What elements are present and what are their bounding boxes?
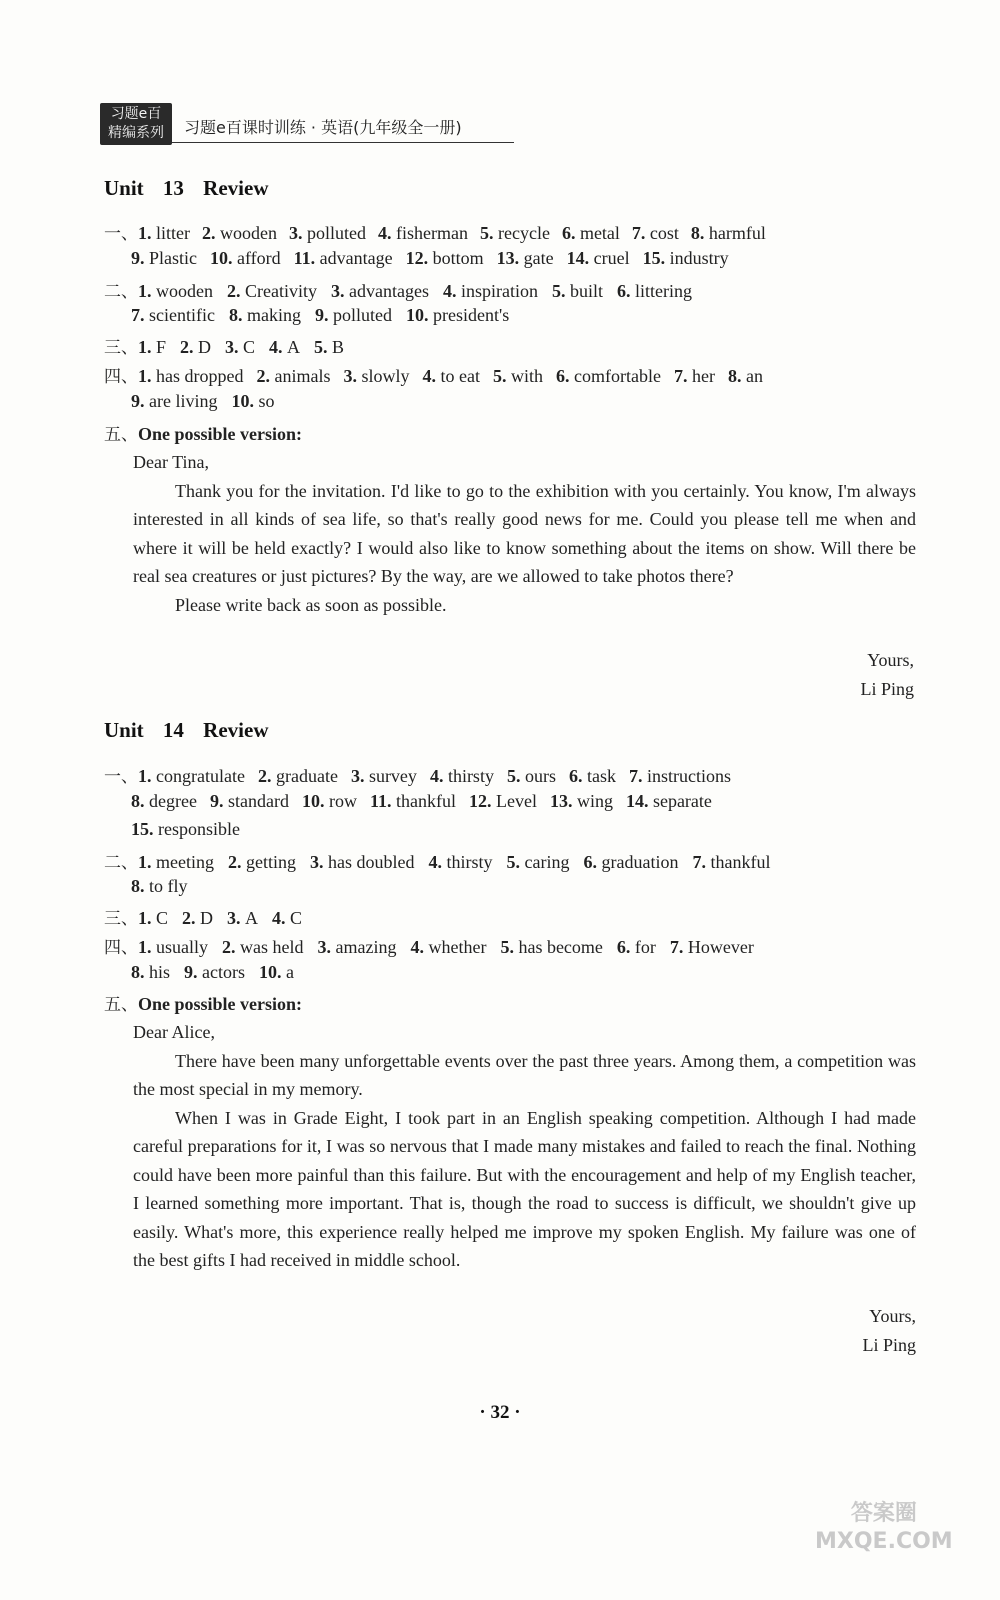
watermark-line-1: 答案圈 — [850, 1501, 917, 1526]
u14-s1-line1 — [104, 762, 744, 787]
u14-s3-line1 — [104, 904, 316, 929]
answer-item: 10. afford — [210, 248, 281, 268]
answer-item: 9. are living — [131, 391, 218, 411]
u14-s2-line1 — [104, 848, 784, 873]
answer-item: 5. built — [551, 281, 603, 301]
answer-item: 2. animals — [256, 366, 331, 386]
answer-item: 10. so — [231, 391, 275, 411]
answer-item: 1. usually — [138, 937, 208, 957]
section-label: 二、 — [104, 853, 138, 873]
u13-s3-line1 — [104, 333, 358, 358]
u14-signoff — [862, 1302, 916, 1359]
answer-item: 4. C — [272, 908, 303, 928]
site-watermark — [815, 1500, 953, 1556]
u14-s5-heading — [104, 990, 302, 1015]
answer-item: 14. separate — [625, 791, 712, 811]
answer-item: 1. meeting — [138, 852, 214, 872]
answer-item: 3. C — [225, 337, 256, 357]
letter-closing: Yours, — [869, 1306, 916, 1326]
letter-paragraph: There have been many unforgettable events over the past three years. Among them, a competition was the most special in my memory. — [133, 1050, 916, 1099]
u13-s2-line2 — [131, 305, 523, 326]
page-header — [100, 103, 514, 145]
answer-item: 12. bottom — [405, 248, 484, 268]
answer-item: 4. whether — [410, 937, 487, 957]
u13-signoff — [860, 646, 914, 703]
answer-item: 7. her — [673, 366, 715, 386]
answer-item: 9. polluted — [314, 305, 392, 325]
answer-item: 6. graduation — [583, 852, 679, 872]
book-title: 习题e百课时训练 · 英语(九年级全一册) — [172, 115, 514, 143]
answer-item: 7. instructions — [628, 766, 731, 786]
section-label: 四、 — [104, 938, 138, 958]
answer-item: 2. Creativity — [227, 281, 317, 301]
answer-item: 6. for — [616, 937, 656, 957]
letter-signature: Li Ping — [862, 1334, 916, 1355]
answer-item: 9. actors — [184, 962, 245, 982]
answer-item: 3. amazing — [317, 937, 397, 957]
answer-item: 4. A — [269, 337, 301, 357]
answer-item: 3. has doubled — [309, 852, 415, 872]
answer-item: 6. task — [568, 766, 616, 786]
answer-item: 2. D — [182, 908, 214, 928]
watermark-line-2: MXQE.COM — [815, 1529, 953, 1554]
u14-s1-line2 — [131, 791, 725, 812]
answer-item: 1. wooden — [138, 281, 213, 301]
u13-s5-heading — [104, 420, 302, 445]
answer-item: 2. was held — [222, 937, 304, 957]
logo-line-1: 习题e百 — [110, 106, 162, 122]
section-label: 一、 — [104, 224, 138, 244]
answer-item: 3. advantages — [330, 281, 429, 301]
answer-item: 7. cost — [631, 223, 679, 243]
answer-item: 14. cruel — [566, 248, 630, 268]
section-label: 一、 — [104, 767, 138, 787]
answer-item: 10. a — [259, 962, 294, 982]
answer-item: 2. D — [180, 337, 212, 357]
answer-item: 4. to eat — [422, 366, 480, 386]
answer-item: 4. thirsty — [429, 766, 494, 786]
u13-s2-line1 — [104, 277, 706, 302]
answer-item: 3. A — [227, 908, 259, 928]
page-number: · 32 · — [479, 1402, 521, 1423]
u13-letter — [133, 448, 916, 619]
u13-s1-line1 — [104, 219, 778, 244]
answer-item: 8. making — [228, 305, 301, 325]
answer-item: 12. Level — [468, 791, 537, 811]
answer-item: 6. comfortable — [556, 366, 661, 386]
answer-item: 3. survey — [350, 766, 417, 786]
answer-item: 4. thirsty — [428, 852, 493, 872]
answer-item: 10. row — [301, 791, 357, 811]
u14-s1-line3 — [131, 819, 253, 840]
answer-item: 1. congratulate — [138, 766, 245, 786]
answer-item: 7. scientific — [131, 305, 215, 325]
answer-item: 8. harmful — [690, 223, 766, 243]
answer-item: 13. gate — [496, 248, 554, 268]
answer-item: 1. has dropped — [138, 366, 244, 386]
logo-line-2: 精编系列 — [108, 125, 164, 141]
answer-item: 6. littering — [616, 281, 692, 301]
answer-item: 3. slowly — [343, 366, 410, 386]
answer-item: 8. degree — [131, 791, 197, 811]
answer-item: 6. metal — [561, 223, 620, 243]
answer-item: 5. ours — [506, 766, 556, 786]
answer-item: 7. However — [669, 937, 754, 957]
letter-paragraph: Thank you for the invitation. I'd like to go to the exhibition with you certainly. You know, I'm always interested in all kinds of sea life, so that's really good news for me. Could you please tell me when and where it will be held exactly? I would also like to know something about the items on show. Will there be real sea creatures or just pictures? By the way, are we allowed to take photos there? — [133, 480, 916, 586]
answer-item: 2. getting — [227, 852, 296, 872]
answer-item: 10. president's — [405, 305, 510, 325]
answer-item: 3. polluted — [289, 223, 366, 243]
answer-item: 11. advantage — [293, 248, 393, 268]
letter-paragraph: When I was in Grade Eight, I took part in an English speaking competition. Although I had made careful preparations for it, I was so nervous that I made many mistakes and failed to reach the final. Nothing could have been more painful than this failure. But with the encouragement and help of my English teacher, I learned something more important. That is, though the road to success is difficult, we shouldn't give up easily. What's more, this experience really helped me improve my spoken English. My failure was one of the best gifts I had received in middle school. — [133, 1107, 916, 1270]
letter-greeting: Dear Alice, — [133, 1022, 215, 1042]
letter-paragraph: Please write back as soon as possible. — [175, 594, 447, 615]
answer-item: 15. industry — [642, 248, 729, 268]
u13-s4-line1 — [104, 362, 776, 387]
answer-item: 9. Plastic — [131, 248, 197, 268]
letter-signature: Li Ping — [860, 678, 914, 699]
possible-version-label: One possible version: — [138, 994, 303, 1014]
section-label: 五、 — [104, 995, 138, 1015]
answer-item: 5. caring — [506, 852, 570, 872]
u13-s1-line2 — [131, 248, 742, 269]
letter-closing: Yours, — [867, 650, 914, 670]
answer-item: 11. thankful — [369, 791, 456, 811]
answer-item: 2. wooden — [202, 223, 277, 243]
section-label: 三、 — [104, 338, 138, 358]
answer-item: 5. recycle — [479, 223, 550, 243]
u14-s4-line2 — [131, 962, 308, 983]
answer-item: 5. with — [492, 366, 543, 386]
answer-item: 4. inspiration — [442, 281, 538, 301]
answer-item: 8. to fly — [131, 876, 188, 896]
answer-item: 1. litter — [138, 223, 190, 243]
answer-item: 9. standard — [209, 791, 289, 811]
answer-item: 7. thankful — [692, 852, 771, 872]
section-label: 四、 — [104, 367, 138, 387]
answer-item: 2. graduate — [257, 766, 338, 786]
section-label: 五、 — [104, 425, 138, 445]
series-logo — [100, 103, 172, 145]
answer-item: 8. an — [727, 366, 763, 386]
unit13-title: Unit 13 Review — [104, 176, 269, 200]
answer-item: 4. fisherman — [378, 223, 468, 243]
section-label: 三、 — [104, 909, 138, 929]
unit14-title: Unit 14 Review — [104, 718, 269, 742]
answer-item: 1. C — [138, 908, 169, 928]
u14-s2-line2 — [131, 876, 202, 897]
answer-item: 5. has become — [500, 937, 603, 957]
answer-item: 8. his — [131, 962, 171, 982]
answer-item: 5. B — [314, 337, 345, 357]
letter-greeting: Dear Tina, — [133, 452, 209, 472]
answer-item: 1. F — [138, 337, 167, 357]
u14-s4-line1 — [104, 933, 768, 958]
section-label: 二、 — [104, 282, 138, 302]
possible-version-label: One possible version: — [138, 424, 303, 444]
u13-s4-line2 — [131, 391, 289, 412]
answer-item: 15. responsible — [131, 819, 240, 839]
answer-item: 13. wing — [549, 791, 613, 811]
u14-letter — [133, 1018, 916, 1275]
